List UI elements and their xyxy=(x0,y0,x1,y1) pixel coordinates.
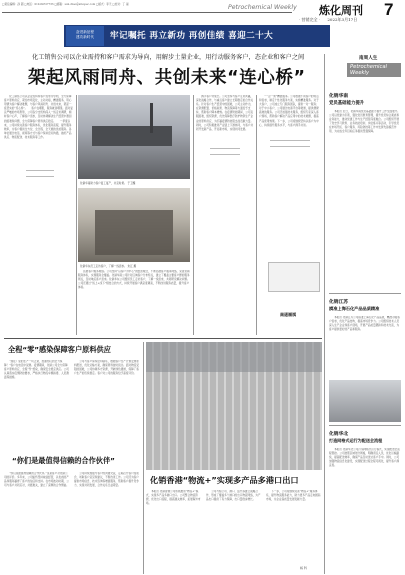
column-logo: Petrochemical Weekly xyxy=(347,63,401,77)
right-item-2-title: 摸准上海石化产品品质精准 xyxy=(329,306,380,311)
lower-center-col-1: 本报讯 化销香港公司积极推进“物流+”模式，实现多产品多港口出口。公司整合物流资源，优化出口流程，提高通关效率，拓展海外市场。 xyxy=(146,490,201,506)
banner-slogan: 牢记嘱托 再立新功 再创佳绩 喜迎二十大 xyxy=(110,31,274,41)
banner-logo xyxy=(66,26,104,46)
lower-center-col-2: 公司与船公司、港口、货代等建立战略合作，形成了覆盖多个港口的出口物流网络，为产品出口提供了有力保障，出口量稳步增长。 xyxy=(206,490,261,502)
lower-left-col-2: 公司与客户保持密切联系，根据客户生产计划安排原料配送，优化运输方案，确保原料按时到达。面对物流受阻的困难，公司协调多方资源，开辟绿色通道，保障了客户生产的连续稳定。客户对公司的服务给予高度评价。 xyxy=(74,360,139,376)
article-lede: 化工销售公司以企业需持和客户需求为导向，用解步土量企业，用行动服务客户，态企业和客户之间 xyxy=(32,54,305,61)
photo-caption-1: 化销华南助力客户复工复产，共克时艰。 于卫摄 xyxy=(80,182,136,185)
column-divider-3 xyxy=(256,95,257,335)
right-rule-1 xyxy=(329,293,401,294)
brand-cn: 炼化周刊 xyxy=(319,4,363,17)
column-divider-4 xyxy=(324,54,325,574)
right-item-1-title: 党员基础能力提升 xyxy=(329,101,365,106)
masthead xyxy=(224,1,402,17)
banner-logo-line-2: 建功新时代 xyxy=(76,35,94,39)
section-mark-2 xyxy=(210,148,240,155)
right-rule-2 xyxy=(329,425,401,426)
brand-en: Petrochemical Weekly xyxy=(228,4,297,11)
header-meta-line: □责任编辑：孙 超 □电话：010-64727733 □邮箱：sun.chao@sinopec.com □版式：李天 □校对：丁 丽 xyxy=(2,3,129,6)
byline: 杨 科 xyxy=(300,566,307,570)
right-item-3-body: 本报讯 化销华北公司打造网格式运行模式，实现配送全流程管控。公司按照区域划分网格，明确责任人员，优化运输路线，提高配送效率，确保产品及时送达客户手中。同时，公司加强物流信息化建设，实现配送过程全程可视化，提升客户满意度。 xyxy=(329,448,400,468)
issue-date: 2022年3月17日 xyxy=(327,17,358,22)
lower-left-col-3: “你们是最值得信赖的合作伙伴。”这是客户对化销公司的评价。多年来，公司始终坚持诚信经营，以优质的产品和服务赢得了客户的信任和支持。在市场波动时期，公司与客户共同应对，共渡难关，建立了深厚的合作情谊。 xyxy=(4,472,69,488)
lower-left-col-1: “现在厂里的生产一切正常，感谢你们的全力保障！”客户在电话中说道。疫情期间，化销公司全力保障客户原料供应，全程“零”感染，确保安全稳定供应。公司认真落实疫情防控要求，严格执行物流车辆消毒、人员测温等措施。 xyxy=(4,360,69,380)
lower-divider-1 xyxy=(143,342,144,574)
lower-left-title-2: “你们是最值得信赖的合作伙伴” xyxy=(12,456,115,465)
right-item-1-org: 化销华南 xyxy=(329,93,349,99)
lower-center-title: 化销香港“物流+”实现多产品多港口出口 xyxy=(150,475,299,485)
stamp-text: 南道福祺 xyxy=(280,312,296,317)
column-divider-2 xyxy=(193,95,194,335)
section-mark-3 xyxy=(270,140,310,147)
section-label xyxy=(299,17,357,23)
lower-left-title: 全程“零”感染保障客户原料供应 xyxy=(8,345,111,354)
column-divider-1 xyxy=(76,95,77,335)
main-headline: 架起风雨同舟、共创未来“连心桥” xyxy=(28,68,306,88)
stamp-graphic xyxy=(268,262,320,292)
banner-logo-line-1: 奋进新征程 xyxy=(76,30,94,34)
right-item-2-body: 本报讯 化销江苏公司摸准上海石化产品品质，精准对接客户需求，优化产品结构，提高市场竞争力。公司组织技术人员深入生产企业和客户现场，开展产品质量跟踪和技术交流，为客户提供更好的产品和服务。 xyxy=(329,316,400,332)
photo-caption-2: 化销华东员工走访客户，了解一线需求。 朱江 摄 xyxy=(80,265,137,268)
right-item-2-org: 化销江苏 xyxy=(329,299,349,305)
column-title: 南周人生 xyxy=(359,56,378,61)
photo-1-ship xyxy=(92,126,172,146)
section-rule xyxy=(4,338,322,339)
port-photo-shade xyxy=(146,342,322,372)
article-col-1: 化工销售公司以企业需持和客户需求为导向，全力保障客户原料供应，紧扣市场变化，主动对接，精准服务，用心用情为客户解决难题，与客户风雨同舟、共创未来，架起一座坚实的“连心桥”。 客户在哪里，服务就到哪里。面对复杂严峻的市场形势，公司各分支机构深入一线走访调研，倾听客户心声，了解客户需求，及时协调解决生产经营中遇到的困难和问题，全力保障客户原料供应稳定。 一季度以来，公司持续完善客户服务体系，优化服务流程，提升服务效率，为客户提供全方位、全过程、全天候的优质服务。各单位通过电话、视频等方式与客户保持密切沟通，做好产品供应、物流配送、技术服务等工作。 xyxy=(4,95,73,139)
photo-1-crane xyxy=(150,103,153,133)
section-mark-1 xyxy=(26,170,54,177)
right-item-3-title: 打造网格式运行为配送全流程 xyxy=(329,438,383,443)
right-item-1-body: 本报讯 近日，化销华南党员基础能力提升工作全面展开。公司以党建为引领，强化党员教育管理，提升党员综合素质和业务能力，推动党建工作与生产经营深度融合。公司组织开展了党史学习教育、业务技能培训、岗位练兵等活动，引导党员在市场开拓、客户服务、风险防控等工作中发挥先锋模范作用，为完成全年目标任务提供坚强保障。 xyxy=(329,110,400,134)
article-col-4: “一企一策”精准服务。公司根据不同客户的特点和需求，制定个性化服务方案，实施精准服务。对于大客户，公司成立专门服务团队，提供一对一服务；对于中小客户，公司通过电商平台等渠道，提供便捷高效的服务。公司还加强技术服务，组织专家深入客户现场，帮助客户解决产品应用中的技术难题，提高产品使用效果。下一步，公司将继续坚持以客户为中心，持续提升服务水平，与客户携手共进。 xyxy=(259,95,319,127)
photo-2-people xyxy=(95,210,173,255)
lower-left-col-4: 公司持续加强与客户的沟通交流，定期召开客户座谈会，听取客户意见和建议，不断改进工作。公司还为客户提供市场信息、技术咨询等增值服务，帮助客户提升竞争力，实现共同发展，合作关系日益紧密。 xyxy=(74,472,139,488)
article-col-2: 拓展客户服务网络。公司坚持“以客户为中心”的经营理念，不断拓展客户服务网络，完善营销服务体系，实现服务全覆盖。化销华南公司针对区域客户分布特点，建立了覆盖主要客户群的服务网点，及时响应客户需求。化销华东公司组织员工走访客户，了解一线需求，共同研究解决问题。公司还通过“线上+线下”相结合的方式，持续开展客户满意度调查，不断改进服务质量，提升客户体验。 xyxy=(78,270,190,290)
page-number: 7 xyxy=(384,0,394,19)
lower-center-col-3: 下一步，公司将继续完善“物流+”服务体系，提升物流服务能力，助力更多产品走向国际市场，为企业高质量发展贡献力量。 xyxy=(266,490,321,502)
section-name: · 营销完全 · xyxy=(299,17,321,22)
right-badge xyxy=(329,62,399,72)
right-item-3-org: 化销华北 xyxy=(329,431,349,437)
right-photo xyxy=(329,380,401,422)
article-col-3: 携手客户共成长。公司坚持与客户互利共赢，深化战略合作，与重点客户建立长期稳定的合作关系。针对客户生产经营中的困难，公司主动作为，在资源配置、价格政策、物流保障等方面给予支持，帮助客户降本增效。在疫情防控期间，公司克服困难，组织资源，优先保障医疗防护物资生产企业的原料供应，为打赢疫情防控阻击战贡献力量。同时，公司积极推进产业链上下游协同，与客户共同开发新产品、开拓新市场，实现共同发展。 xyxy=(196,95,254,131)
